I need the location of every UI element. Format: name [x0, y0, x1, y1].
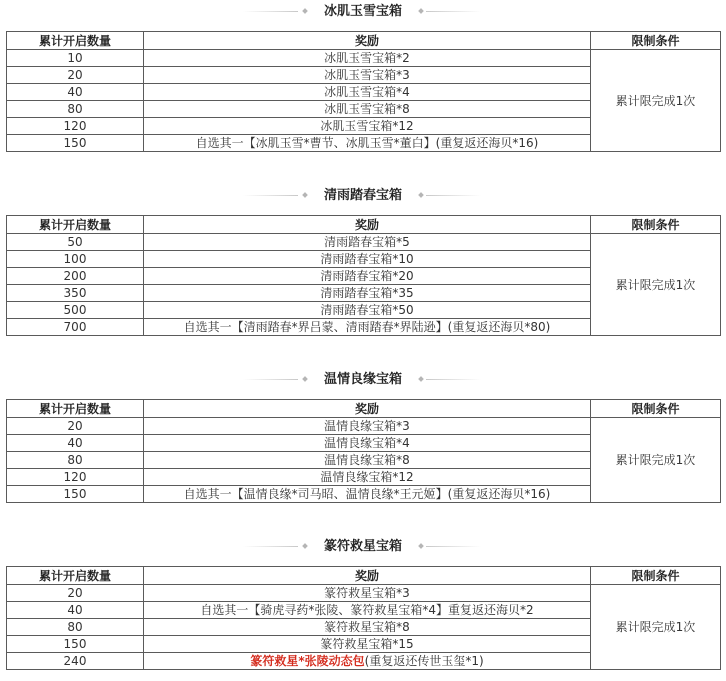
section-title-text: 温情良缘宝箱 — [318, 369, 408, 391]
title-divider-right — [426, 379, 481, 380]
table-header-row — [7, 400, 721, 418]
header-limit: 限制条件 — [591, 32, 721, 50]
cell-reward: 温情良缘宝箱*12 — [144, 469, 591, 486]
diamond-icon — [418, 192, 424, 198]
cell-count: 10 — [7, 50, 144, 67]
cell-reward: 清雨踏春宝箱*5 — [144, 234, 591, 251]
section-title-text: 篆符救星宝箱 — [318, 536, 408, 558]
diamond-icon — [418, 376, 424, 382]
cell-reward: 自选其一【温情良缘*司马昭、温情良缘*王元姬】(重复返还海贝*16) — [144, 486, 591, 503]
cell-count: 350 — [7, 285, 144, 302]
cell-count: 50 — [7, 234, 144, 251]
cell-reward: 篆符救星宝箱*8 — [144, 619, 591, 636]
cell-reward: 清雨踏春宝箱*50 — [144, 302, 591, 319]
cell-count: 80 — [7, 452, 144, 469]
diamond-icon — [418, 8, 424, 14]
diamond-icon — [302, 192, 308, 198]
cell-count: 40 — [7, 84, 144, 101]
table-row — [7, 50, 721, 67]
cell-count: 100 — [7, 251, 144, 268]
table-header-row — [7, 32, 721, 50]
cell-count: 150 — [7, 486, 144, 503]
cell-reward: 清雨踏春宝箱*10 — [144, 251, 591, 268]
cell-count: 40 — [7, 602, 144, 619]
section-title — [6, 536, 720, 558]
cell-reward: 冰肌玉雪宝箱*8 — [144, 101, 591, 118]
cell-count: 500 — [7, 302, 144, 319]
cell-reward: 温情良缘宝箱*4 — [144, 435, 591, 452]
table-row — [7, 585, 721, 602]
section-title — [6, 369, 720, 391]
header-limit: 限制条件 — [591, 567, 721, 585]
highlight-reward: 篆符救星*张陵动态包 — [250, 654, 365, 668]
title-divider-left — [243, 11, 298, 12]
table-row — [7, 234, 721, 251]
header-reward: 奖励 — [144, 32, 591, 50]
cell-count: 240 — [7, 653, 144, 670]
title-divider-left — [243, 379, 298, 380]
cell-limit: 累计限完成1次 — [591, 50, 721, 152]
cell-reward: 自选其一【冰肌玉雪*曹节、冰肌玉雪*董白】(重复返还海贝*16) — [144, 135, 591, 152]
reward-table — [6, 31, 721, 152]
section-wenqing — [6, 369, 720, 503]
table-row — [7, 418, 721, 435]
cell-count: 120 — [7, 469, 144, 486]
table-header-row — [7, 216, 721, 234]
cell-reward: 篆符救星宝箱*15 — [144, 636, 591, 653]
cell-count: 150 — [7, 135, 144, 152]
cell-reward: 冰肌玉雪宝箱*3 — [144, 67, 591, 84]
header-limit: 限制条件 — [591, 216, 721, 234]
title-divider-right — [426, 11, 481, 12]
cell-limit: 累计限完成1次 — [591, 234, 721, 336]
header-count: 累计开启数量 — [7, 32, 144, 50]
section-zhuanfu — [6, 536, 720, 670]
cell-count: 200 — [7, 268, 144, 285]
title-divider-right — [426, 546, 481, 547]
title-divider-left — [243, 195, 298, 196]
cell-count: 40 — [7, 435, 144, 452]
header-count: 累计开启数量 — [7, 216, 144, 234]
cell-reward: 冰肌玉雪宝箱*4 — [144, 84, 591, 101]
cell-reward — [144, 653, 591, 670]
section-bingji — [6, 1, 720, 152]
cell-reward: 清雨踏春宝箱*20 — [144, 268, 591, 285]
cell-reward: 自选其一【清雨踏春*界吕蒙、清雨踏春*界陆逊】(重复返还海贝*80) — [144, 319, 591, 336]
title-divider-left — [243, 546, 298, 547]
diamond-icon — [418, 543, 424, 549]
section-qingyu — [6, 185, 720, 336]
section-title-text: 冰肌玉雪宝箱 — [318, 1, 408, 23]
cell-reward: 冰肌玉雪宝箱*2 — [144, 50, 591, 67]
cell-count: 700 — [7, 319, 144, 336]
reward-table — [6, 566, 721, 670]
section-title — [6, 1, 720, 23]
section-title-text: 清雨踏春宝箱 — [318, 185, 408, 207]
cell-reward: 温情良缘宝箱*8 — [144, 452, 591, 469]
cell-count: 80 — [7, 101, 144, 118]
cell-reward: 温情良缘宝箱*3 — [144, 418, 591, 435]
reward-table — [6, 399, 721, 503]
section-title — [6, 185, 720, 207]
header-reward: 奖励 — [144, 400, 591, 418]
cell-limit: 累计限完成1次 — [591, 585, 721, 670]
cell-count: 80 — [7, 619, 144, 636]
diamond-icon — [302, 376, 308, 382]
cell-reward: 冰肌玉雪宝箱*12 — [144, 118, 591, 135]
header-count: 累计开启数量 — [7, 567, 144, 585]
cell-count: 20 — [7, 418, 144, 435]
table-header-row — [7, 567, 721, 585]
cell-reward: 篆符救星宝箱*3 — [144, 585, 591, 602]
cell-reward: 自选其一【骑虎寻药*张陵、篆符救星宝箱*4】重复返还海贝*2 — [144, 602, 591, 619]
cell-reward: 清雨踏春宝箱*35 — [144, 285, 591, 302]
diamond-icon — [302, 8, 308, 14]
cell-count: 120 — [7, 118, 144, 135]
reward-table — [6, 215, 721, 336]
reward-note: (重复返还传世玉玺*1) — [364, 654, 484, 668]
header-reward: 奖励 — [144, 567, 591, 585]
header-reward: 奖励 — [144, 216, 591, 234]
cell-limit: 累计限完成1次 — [591, 418, 721, 503]
header-count: 累计开启数量 — [7, 400, 144, 418]
cell-count: 20 — [7, 585, 144, 602]
diamond-icon — [302, 543, 308, 549]
cell-count: 150 — [7, 636, 144, 653]
header-limit: 限制条件 — [591, 400, 721, 418]
cell-count: 20 — [7, 67, 144, 84]
title-divider-right — [426, 195, 481, 196]
